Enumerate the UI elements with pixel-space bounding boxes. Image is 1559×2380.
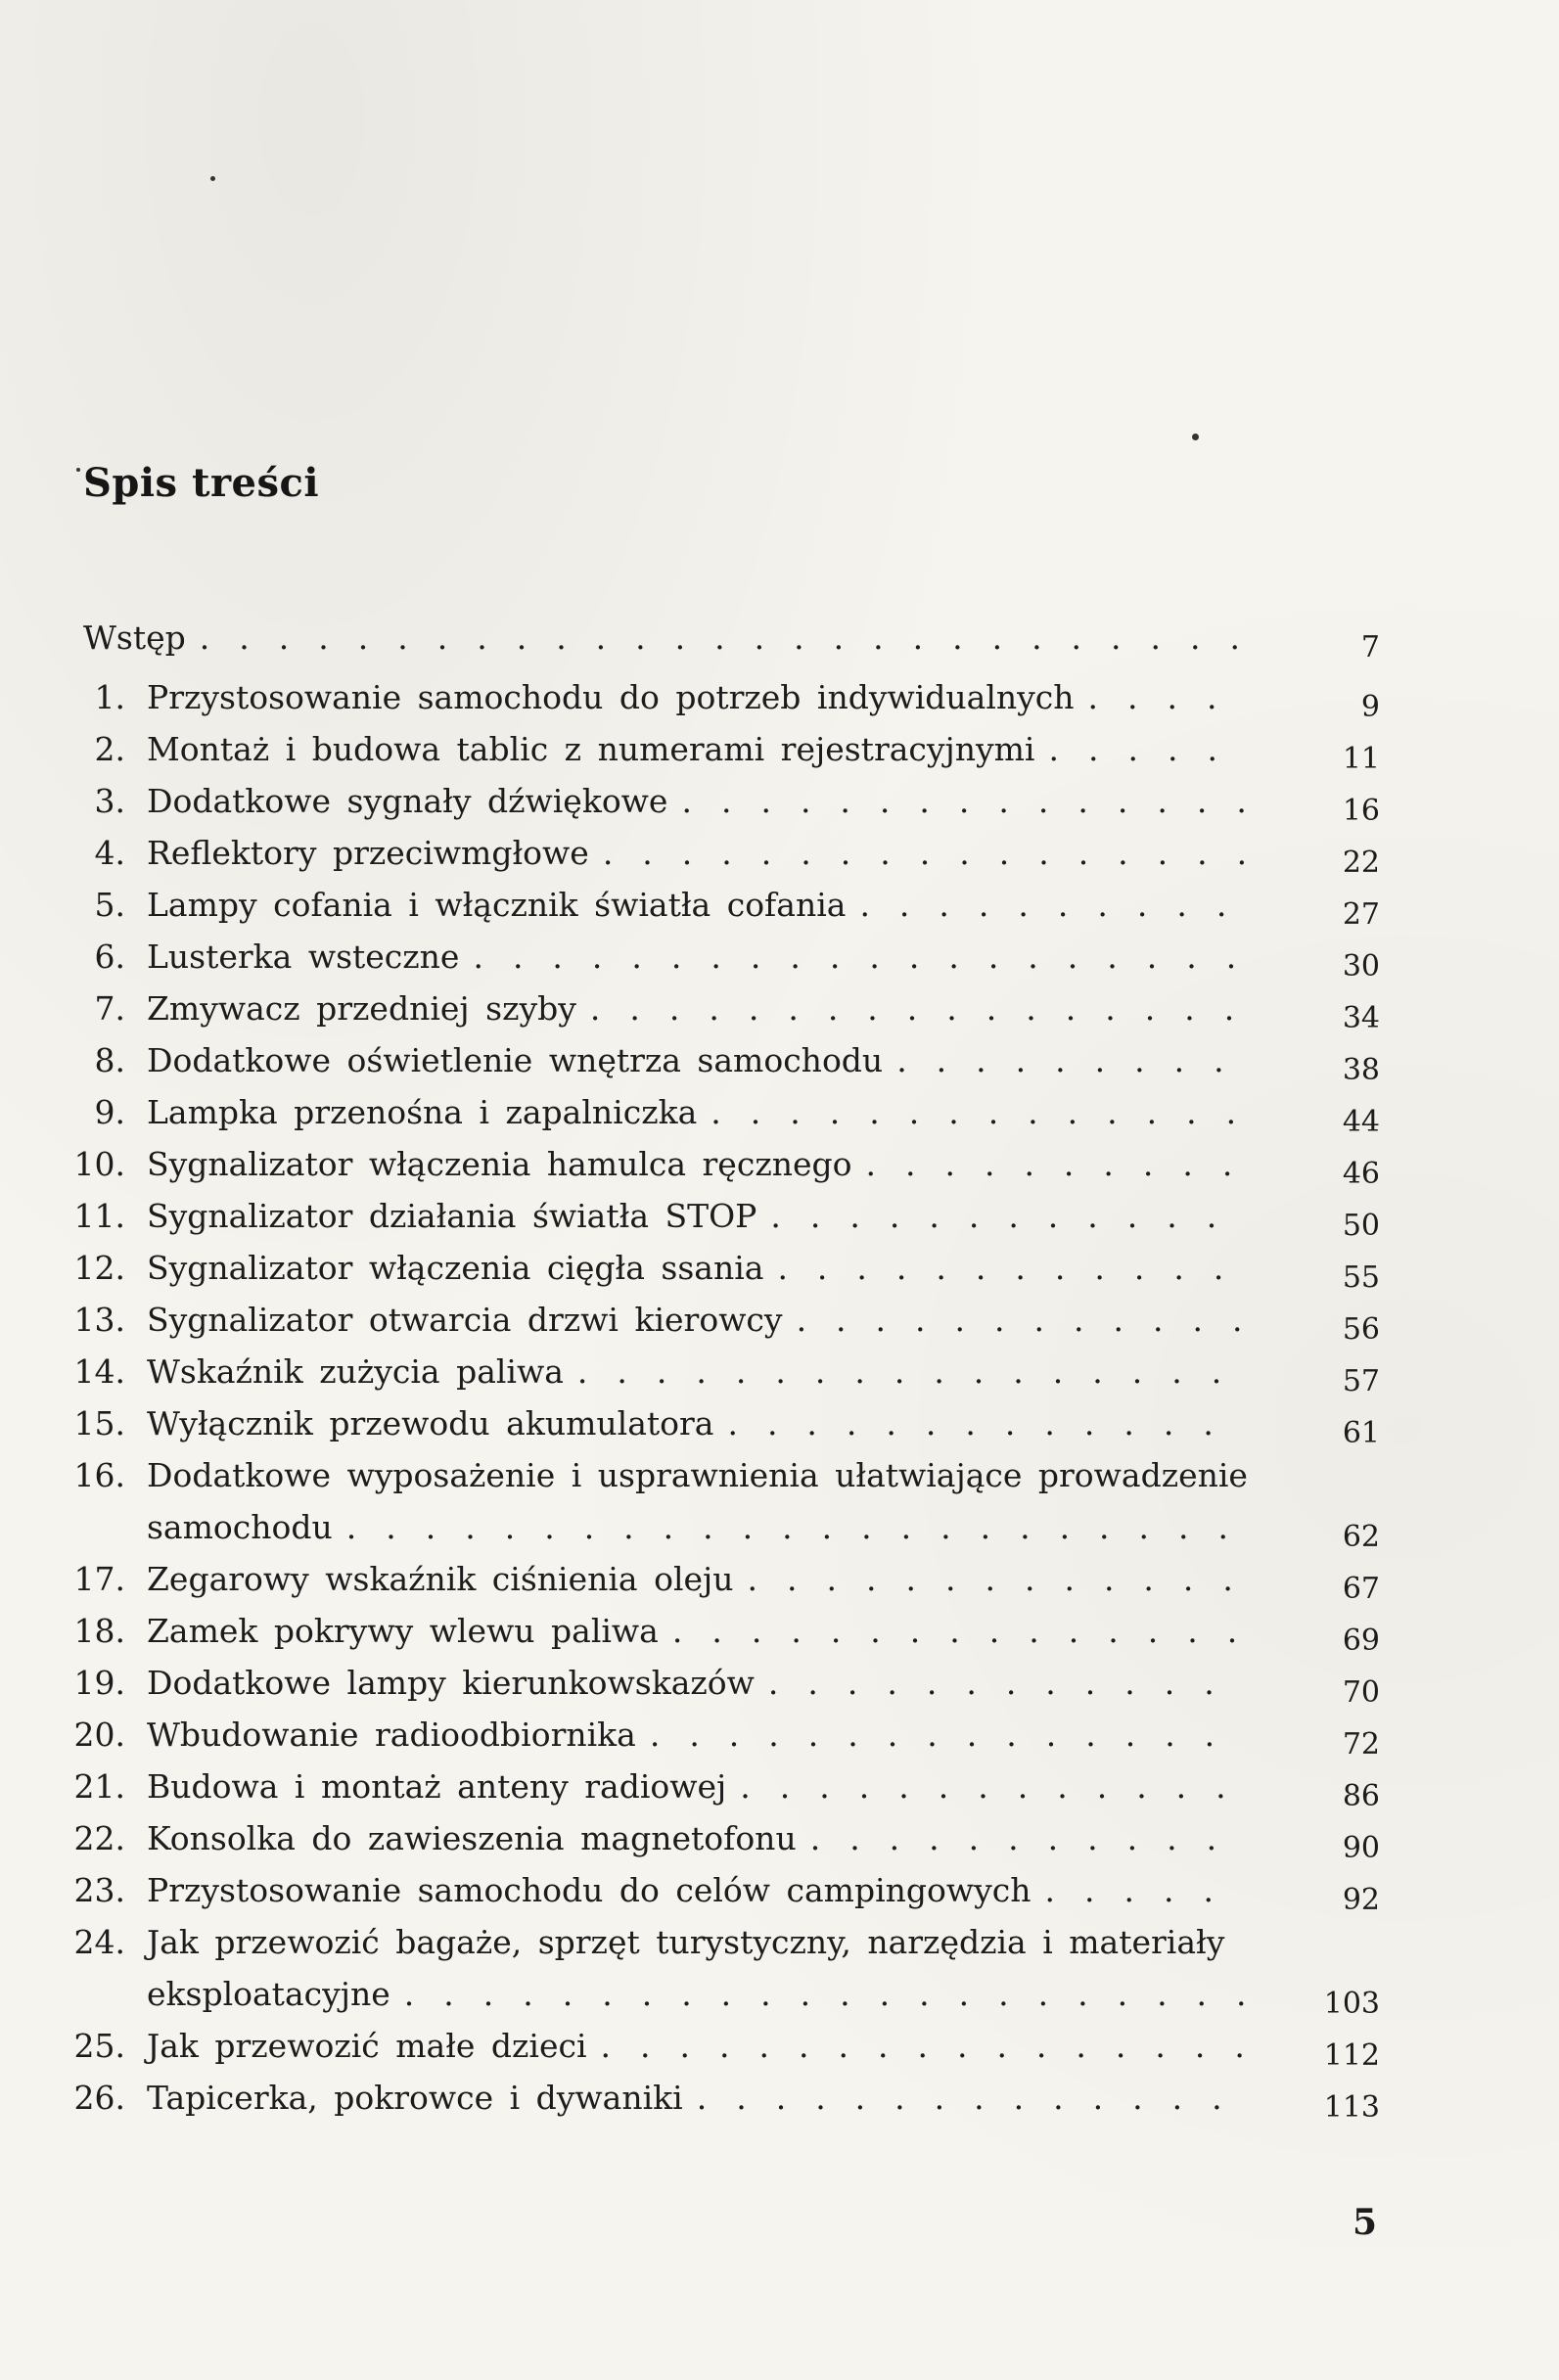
- toc-entry-page: 27: [1342, 897, 1380, 932]
- toc-entry-line: [69, 1346, 1390, 1397]
- dot-leader: ....................: [473, 938, 1266, 976]
- dot-leader: ...............: [649, 1716, 1245, 1754]
- dot-leader: .......................: [345, 1508, 1259, 1546]
- toc-entry[interactable]: [69, 1761, 1390, 1812]
- toc-entry-line: [69, 1242, 1390, 1294]
- toc-entries: [69, 671, 1390, 2124]
- dot-leader: ...............: [671, 1612, 1267, 1650]
- toc-entry-title: Wskaźnik zużycia paliwa .................: [147, 1352, 1252, 1391]
- toc-entry-page: 67: [1342, 1572, 1380, 1606]
- toc-entry-page: 61: [1342, 1416, 1380, 1450]
- toc-entry-title: Tapicerka, pokrowce i dywaniki ..............: [147, 2079, 1252, 2117]
- toc-entry[interactable]: [69, 1294, 1390, 1346]
- toc-entry[interactable]: [69, 2072, 1390, 2124]
- dot-leader: ..........: [859, 886, 1257, 924]
- toc-entry-number: 18.: [73, 1612, 125, 1650]
- toc-entry-title: Lampka przenośna i zapalniczka ..............: [147, 1093, 1266, 1131]
- toc-entry-number: 10.: [73, 1145, 125, 1183]
- toc-entry-number: 23.: [73, 1871, 125, 1909]
- toc-entry-number: 25.: [73, 2027, 125, 2065]
- toc-entry-line: [69, 827, 1390, 879]
- toc-entry-number: 5.: [94, 886, 125, 924]
- toc-entry[interactable]: [69, 1034, 1390, 1086]
- toc-entry[interactable]: [69, 1138, 1390, 1190]
- dot-leader: ............: [770, 1197, 1247, 1235]
- toc-entry-page: 92: [1342, 1883, 1380, 1917]
- toc-entry-page: 9: [1360, 690, 1380, 724]
- toc-entry-title: Reflektory przeciwmgłowe .................: [147, 834, 1277, 872]
- toc-entry-line: [69, 1812, 1390, 1864]
- toc-entry-page: 46: [1342, 1157, 1380, 1191]
- dot-leader: ......................: [403, 1975, 1276, 2013]
- toc-entry[interactable]: [69, 1346, 1390, 1397]
- toc-entry-title: samochodu .......................: [147, 1508, 1259, 1546]
- toc-entry-line: [69, 879, 1390, 931]
- toc-entry-number: 19.: [73, 1664, 125, 1702]
- dot-leader: ............: [767, 1664, 1244, 1702]
- toc-entry-number: 1.: [94, 678, 125, 716]
- toc-entry-title: Wbudowanie radioodbiornika ...............: [147, 1716, 1245, 1754]
- toc-entry-title: Dodatkowe lampy kierunkowskazów ............: [147, 1664, 1244, 1702]
- toc-entry-page: 62: [1342, 1520, 1380, 1554]
- toc-entry[interactable]: [69, 775, 1390, 827]
- toc-entry-line: [69, 2020, 1390, 2072]
- toc-entry[interactable]: [69, 671, 1390, 723]
- toc-entry-number: 16.: [73, 1456, 125, 1494]
- toc-entry-page: 86: [1342, 1779, 1380, 1813]
- toc-entry-line: [69, 1397, 1390, 1449]
- toc-entry-line: [69, 1864, 1390, 1916]
- toc-entry[interactable]: [69, 2020, 1390, 2072]
- toc-entry[interactable]: [69, 827, 1390, 879]
- toc-entry-title: Sygnalizator działania światła STOP ............: [147, 1197, 1247, 1235]
- toc-entry-line: [69, 983, 1390, 1034]
- toc-entry-title: Sygnalizator włączenia cięgła ssania ............: [147, 1249, 1254, 1287]
- dot-leader: ...........................: [199, 618, 1270, 657]
- toc-entry-title: Sygnalizator włączenia hamulca ręcznego ..........: [147, 1145, 1262, 1183]
- toc-entry-line: [69, 931, 1390, 983]
- dot-leader: .................: [602, 834, 1277, 872]
- toc-entry-page: 70: [1342, 1675, 1380, 1710]
- toc-entry[interactable]: [69, 1812, 1390, 1864]
- toc-entry-line: [69, 1605, 1390, 1657]
- toc-entry-line: [69, 1553, 1390, 1605]
- toc-entry-title: Przystosowanie samochodu do potrzeb indywidualnych ....: [147, 678, 1247, 716]
- toc-entry-page: 16: [1342, 794, 1380, 828]
- toc-entry-line: [69, 723, 1390, 775]
- dot-leader: ............: [777, 1249, 1254, 1287]
- dot-leader: ...............: [681, 782, 1276, 820]
- toc-entry-title: Lusterka wsteczne ....................: [147, 938, 1266, 976]
- toc-entry-page: 22: [1342, 846, 1380, 880]
- toc-entry-number: 15.: [73, 1404, 125, 1442]
- toc-entry-number: 26.: [73, 2079, 125, 2117]
- toc-entry-number: 11.: [73, 1197, 125, 1235]
- toc-entry-title: Jak przewozić bagaże, sprzęt turystyczny, narzędzia i materiały: [147, 1923, 1225, 1961]
- toc-entry[interactable]: [69, 1553, 1390, 1605]
- toc-entry-number: 3.: [94, 782, 125, 820]
- toc-entry-line: [69, 1709, 1390, 1761]
- toc-entry[interactable]: [69, 1242, 1390, 1294]
- page-number: 5: [1353, 2202, 1378, 2243]
- dot-leader: .....: [1048, 730, 1247, 768]
- dot-leader: .............: [727, 1404, 1243, 1442]
- toc-entry-page: 72: [1342, 1727, 1380, 1762]
- dot-leader: .................: [589, 989, 1264, 1028]
- toc-intro-page: 7: [1360, 630, 1380, 664]
- toc-entry-number: 7.: [94, 989, 125, 1028]
- toc-entry-number: 4.: [94, 834, 125, 872]
- toc-entry-page: 30: [1342, 949, 1380, 984]
- toc-entry-number: 22.: [73, 1819, 125, 1857]
- toc-entry[interactable]: [69, 1449, 1390, 1553]
- toc-entry-line: [69, 1657, 1390, 1709]
- toc-entry-title: Lampy cofania i włącznik światła cofania ..........: [147, 886, 1257, 924]
- ink-speck: [76, 468, 80, 472]
- toc-entry-number: 2.: [94, 730, 125, 768]
- ink-speck: [210, 176, 215, 181]
- toc-entry-page: 44: [1342, 1105, 1380, 1139]
- toc-entry-title: Montaż i budowa tablic z numerami rejestracyjnymi .....: [147, 730, 1247, 768]
- toc-entry-page: 90: [1342, 1831, 1380, 1865]
- toc-entry[interactable]: [69, 1864, 1390, 1916]
- dot-leader: .................: [600, 2027, 1274, 2065]
- toc-entry-title: Konsolka do zawieszenia magnetofonu ...........: [147, 1819, 1247, 1857]
- toc-entry-line: [69, 1501, 1390, 1553]
- toc-entry-title: Budowa i montaż anteny radiowej .............: [147, 1767, 1256, 1806]
- toc-entry-page: 57: [1342, 1364, 1380, 1398]
- toc-intro-label: Wstęp ...........................: [83, 618, 1270, 657]
- toc-entry-title: Jak przewozić małe dzieci .................: [147, 2027, 1274, 2065]
- toc-entry[interactable]: [69, 931, 1390, 983]
- toc-entry-number: 24.: [73, 1923, 125, 1961]
- dot-leader: .....: [1044, 1871, 1243, 1909]
- page-title: Spis treści: [83, 460, 320, 506]
- toc-entry-line: [69, 1086, 1390, 1138]
- dot-leader: .............: [740, 1767, 1256, 1806]
- dot-leader: ..............: [711, 1093, 1266, 1131]
- toc-entry-number: 8.: [94, 1041, 125, 1079]
- toc-entry[interactable]: [69, 1916, 1390, 2020]
- toc-entry-number: 13.: [73, 1301, 125, 1339]
- toc-entry-line: [69, 1968, 1390, 2020]
- dot-leader: ...........: [809, 1819, 1247, 1857]
- toc-entry-title: Dodatkowe oświetlenie wnętrza samochodu .........: [147, 1041, 1254, 1079]
- toc-entry-page: 112: [1323, 2038, 1380, 2073]
- toc-entry-title: Zmywacz przedniej szyby .................: [147, 989, 1264, 1028]
- toc-entry-line: [69, 1138, 1390, 1190]
- toc-entry-title: Dodatkowe sygnały dźwiękowe ...............: [147, 782, 1276, 820]
- toc-entry[interactable]: [69, 1605, 1390, 1657]
- toc-entry-line: [69, 1916, 1390, 1968]
- toc-entry-number: 20.: [73, 1716, 125, 1754]
- toc-entry-title: Zamek pokrywy wlewu paliwa ...............: [147, 1612, 1267, 1650]
- toc-entry[interactable]: [69, 879, 1390, 931]
- toc-entry-title: eksploatacyjne ......................: [147, 1975, 1276, 2013]
- toc-entry-line: [69, 1034, 1390, 1086]
- dot-leader: .........: [896, 1041, 1254, 1079]
- toc-entry[interactable]: [69, 1657, 1390, 1709]
- dot-leader: ..........: [865, 1145, 1262, 1183]
- dot-leader: ............: [796, 1301, 1272, 1339]
- toc-entry[interactable]: [69, 983, 1390, 1034]
- toc-entry-page: 113: [1323, 2090, 1380, 2125]
- toc-entry-number: 12.: [73, 1249, 125, 1287]
- toc-entry-page: 50: [1342, 1209, 1380, 1243]
- toc-entry-number: 9.: [94, 1093, 125, 1131]
- toc-entry-page: 56: [1342, 1312, 1380, 1347]
- toc-entry-page: 103: [1323, 1987, 1380, 2021]
- toc-entry-line: [69, 1190, 1390, 1242]
- toc-entry-title: Przystosowanie samochodu do celów campingowych .....: [147, 1871, 1243, 1909]
- toc-entry-page: 34: [1342, 1001, 1380, 1035]
- toc-entry-number: 6.: [94, 938, 125, 976]
- dot-leader: .................: [576, 1352, 1252, 1391]
- dot-leader: ..............: [696, 2079, 1252, 2117]
- toc-intro-entry[interactable]: [69, 612, 1390, 664]
- toc-entry-line: [69, 671, 1390, 723]
- dot-leader: ....: [1087, 678, 1247, 716]
- toc-entry-title: Zegarowy wskaźnik ciśnienia oleju .............: [147, 1560, 1262, 1598]
- toc-entry[interactable]: [69, 1709, 1390, 1761]
- toc-entry[interactable]: [69, 1190, 1390, 1242]
- toc-entry-title: Wyłącznik przewodu akumulatora .............: [147, 1404, 1243, 1442]
- dot-leader: .............: [747, 1560, 1262, 1598]
- toc-entry[interactable]: [69, 723, 1390, 775]
- toc-entry-page: 11: [1342, 742, 1380, 776]
- toc-entry-number: 17.: [73, 1560, 125, 1598]
- ink-speck: [1192, 434, 1199, 440]
- toc-entry-title: Dodatkowe wyposażenie i usprawnienia ułatwiające prowadzenie: [147, 1456, 1248, 1494]
- toc-entry-line: [69, 1761, 1390, 1812]
- toc-entry-number: 21.: [73, 1767, 125, 1806]
- toc-entry-line: [69, 2072, 1390, 2124]
- toc-entry-page: 55: [1342, 1260, 1380, 1295]
- toc-entry-page: 69: [1342, 1624, 1380, 1658]
- toc-entry-line: [69, 1294, 1390, 1346]
- table-of-contents: [69, 612, 1390, 2124]
- toc-entry-line: [69, 775, 1390, 827]
- toc-entry-line: [69, 1449, 1390, 1501]
- toc-entry[interactable]: [69, 1086, 1390, 1138]
- toc-entry[interactable]: [69, 1397, 1390, 1449]
- toc-entry-number: 14.: [73, 1352, 125, 1391]
- toc-entry-page: 38: [1342, 1053, 1380, 1087]
- toc-entry-title: Sygnalizator otwarcia drzwi kierowcy ............: [147, 1301, 1272, 1339]
